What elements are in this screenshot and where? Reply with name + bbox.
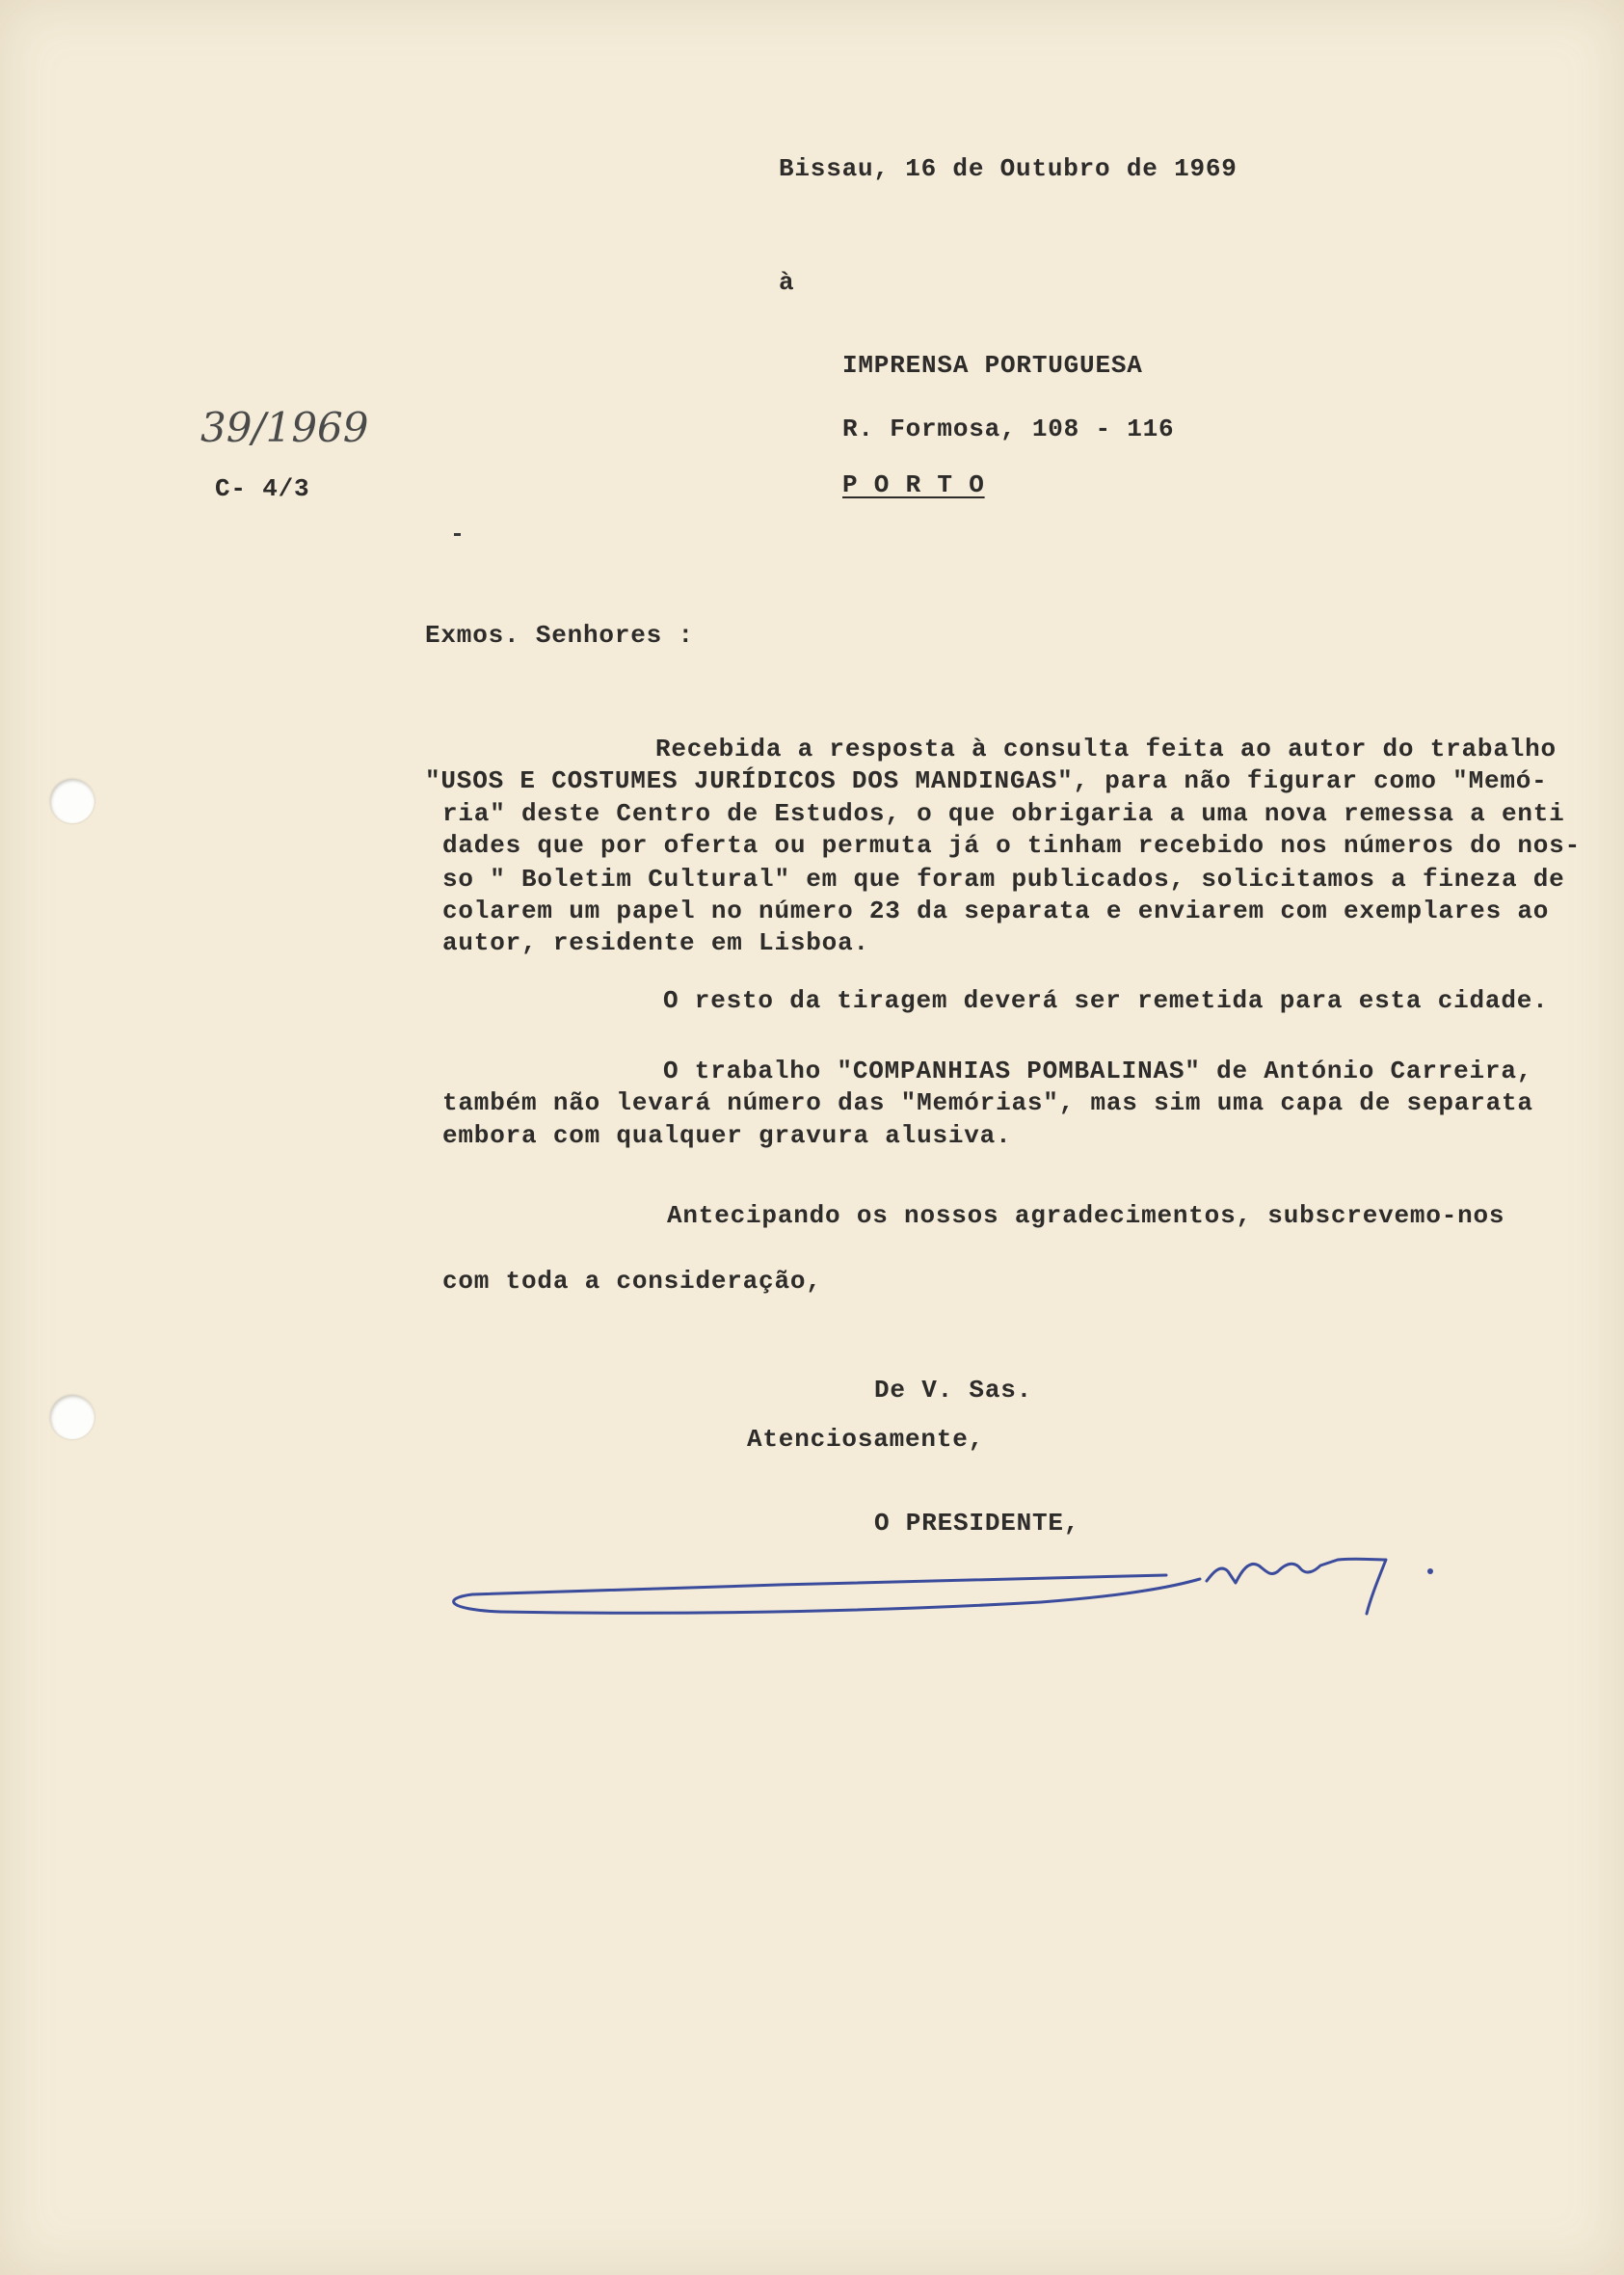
paragraph-3-line: O trabalho "COMPANHIAS POMBALINAS" de António Carreira, bbox=[663, 1057, 1533, 1085]
salutation: Exmos. Senhores : bbox=[425, 621, 694, 650]
paragraph-1-line: "USOS E COSTUMES JURÍDICOS DOS MANDINGAS", para não figurar como "Memó- bbox=[425, 766, 1548, 795]
closing-line-2: Atenciosamente, bbox=[747, 1425, 985, 1454]
handwritten-reference-number: 39/1969 bbox=[200, 404, 369, 451]
punch-hole-bottom bbox=[50, 1395, 94, 1439]
paragraph-1-line: autor, residente em Lisboa. bbox=[442, 928, 869, 957]
paragraph-4-line: com toda a consideração, bbox=[442, 1267, 822, 1296]
punch-hole-top bbox=[50, 779, 94, 823]
paragraph-3-line: embora com qualquer gravura alusiva. bbox=[442, 1121, 1012, 1150]
paragraph-1-line: ria" deste Centro de Estudos, o que obrigaria a uma nova remessa a enti bbox=[442, 799, 1565, 828]
signature bbox=[424, 1533, 1465, 1648]
paragraph-4-line: Antecipando os nossos agradecimentos, subscrevemo-nos bbox=[667, 1201, 1505, 1230]
addressee-prefix: à bbox=[779, 268, 795, 297]
paragraph-1-line: dades que por oferta ou permuta já o tinham recebido nos números do nos- bbox=[442, 831, 1581, 860]
paragraph-1-line: so " Boletim Cultural" em que foram publicados, solicitamos a fineza de bbox=[442, 865, 1565, 894]
stray-mark bbox=[454, 533, 461, 536]
addressee-name: IMPRENSA PORTUGUESA bbox=[842, 351, 1143, 380]
paragraph-1-line: Recebida a resposta à consulta feita ao autor do trabalho bbox=[655, 735, 1557, 763]
closing-line-1: De V. Sas. bbox=[874, 1376, 1033, 1405]
reference-code: C- 4/3 bbox=[215, 474, 310, 503]
paragraph-3-line: também não levará número das "Memórias", mas sim uma capa de separata bbox=[442, 1088, 1533, 1117]
paragraph-2: O resto da tiragem deverá ser remetida para esta cidade. bbox=[663, 986, 1549, 1015]
signatory-title: O PRESIDENTE, bbox=[874, 1509, 1080, 1538]
addressee-city: P O R T O bbox=[842, 470, 985, 499]
date-line: Bissau, 16 de Outubro de 1969 bbox=[779, 154, 1238, 183]
addressee-street: R. Formosa, 108 - 116 bbox=[842, 415, 1175, 443]
paragraph-1-line: colarem um papel no número 23 da separata e enviarem com exemplares ao bbox=[442, 897, 1550, 925]
